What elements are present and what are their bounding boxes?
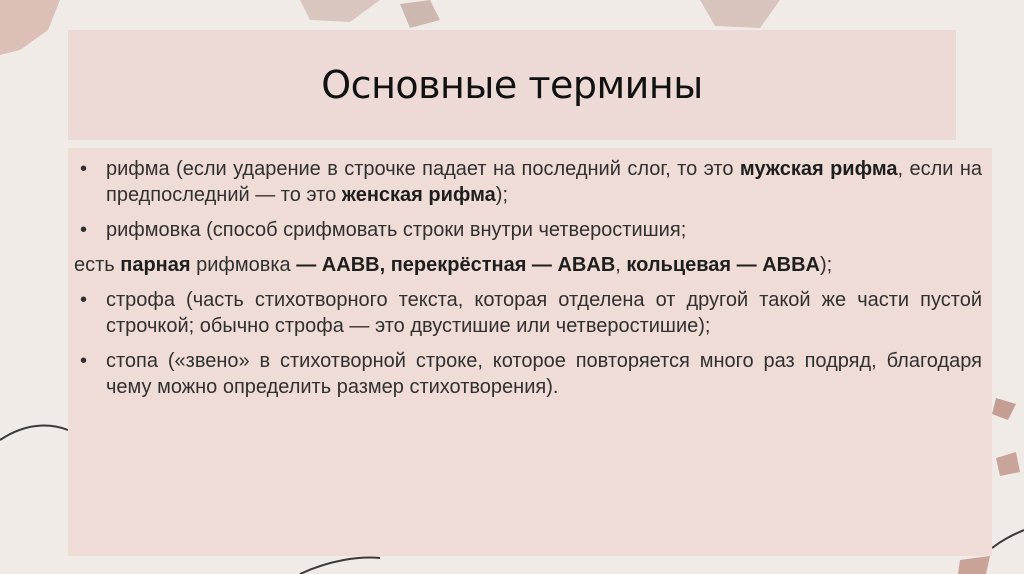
line-decoration — [300, 558, 380, 574]
text-run: , — [615, 254, 627, 276]
slide-title: Основные термины — [321, 63, 703, 107]
bold-term: парная — [120, 254, 191, 276]
leaf-decoration — [992, 398, 1016, 420]
content-list — [74, 156, 982, 409]
bullet-icon: • — [80, 350, 88, 372]
line-decoration — [992, 530, 1024, 548]
leaf-decoration — [300, 0, 380, 22]
bold-term: — AABB, перекрёстная — ABAB — [296, 254, 616, 276]
leaf-decoration — [958, 556, 990, 574]
leaf-decoration — [400, 0, 440, 28]
leaf-decoration — [700, 0, 780, 28]
text-run: , если на предпоследний — то это — [106, 158, 982, 206]
text-run: рифмовка — [190, 254, 297, 276]
bold-term: мужская рифма — [739, 158, 898, 180]
text-run: стопа («звено» в стихотворной строке, которое повторяется много раз подряд, благодаря чему можно определить размер стихотворения). — [106, 350, 982, 398]
list-item-rhyme-scheme — [74, 217, 982, 243]
leaf-decoration — [0, 0, 60, 55]
list-item-stanza — [74, 287, 982, 339]
text-run: рифма (если ударение в строчке падает на последний слог, то это — [106, 158, 740, 180]
text-run: рифмовка (способ срифмовать строки внутри четверостишия; — [106, 219, 687, 241]
text-run: ); — [495, 184, 509, 206]
leaf-decoration — [996, 452, 1020, 476]
bullet-icon: • — [80, 219, 88, 241]
text-run: строфа (часть стихотворного текста, которая отделена от другой такой же части пустой строчкой; обычно строфа — это двустишие или четверостишие); — [106, 289, 982, 337]
bullet-icon: • — [80, 158, 88, 180]
line-decoration — [0, 426, 68, 440]
title-band — [68, 30, 956, 140]
rhyme-types-line — [74, 252, 982, 278]
bold-term: кольцевая — ABBA — [626, 254, 820, 276]
bold-term: женская рифма — [341, 184, 496, 206]
text-run: есть — [74, 254, 121, 276]
bullet-icon: • — [80, 289, 88, 311]
list-item-rhyme — [74, 156, 982, 208]
list-item-foot — [74, 348, 982, 400]
text-run: ); — [819, 254, 833, 276]
